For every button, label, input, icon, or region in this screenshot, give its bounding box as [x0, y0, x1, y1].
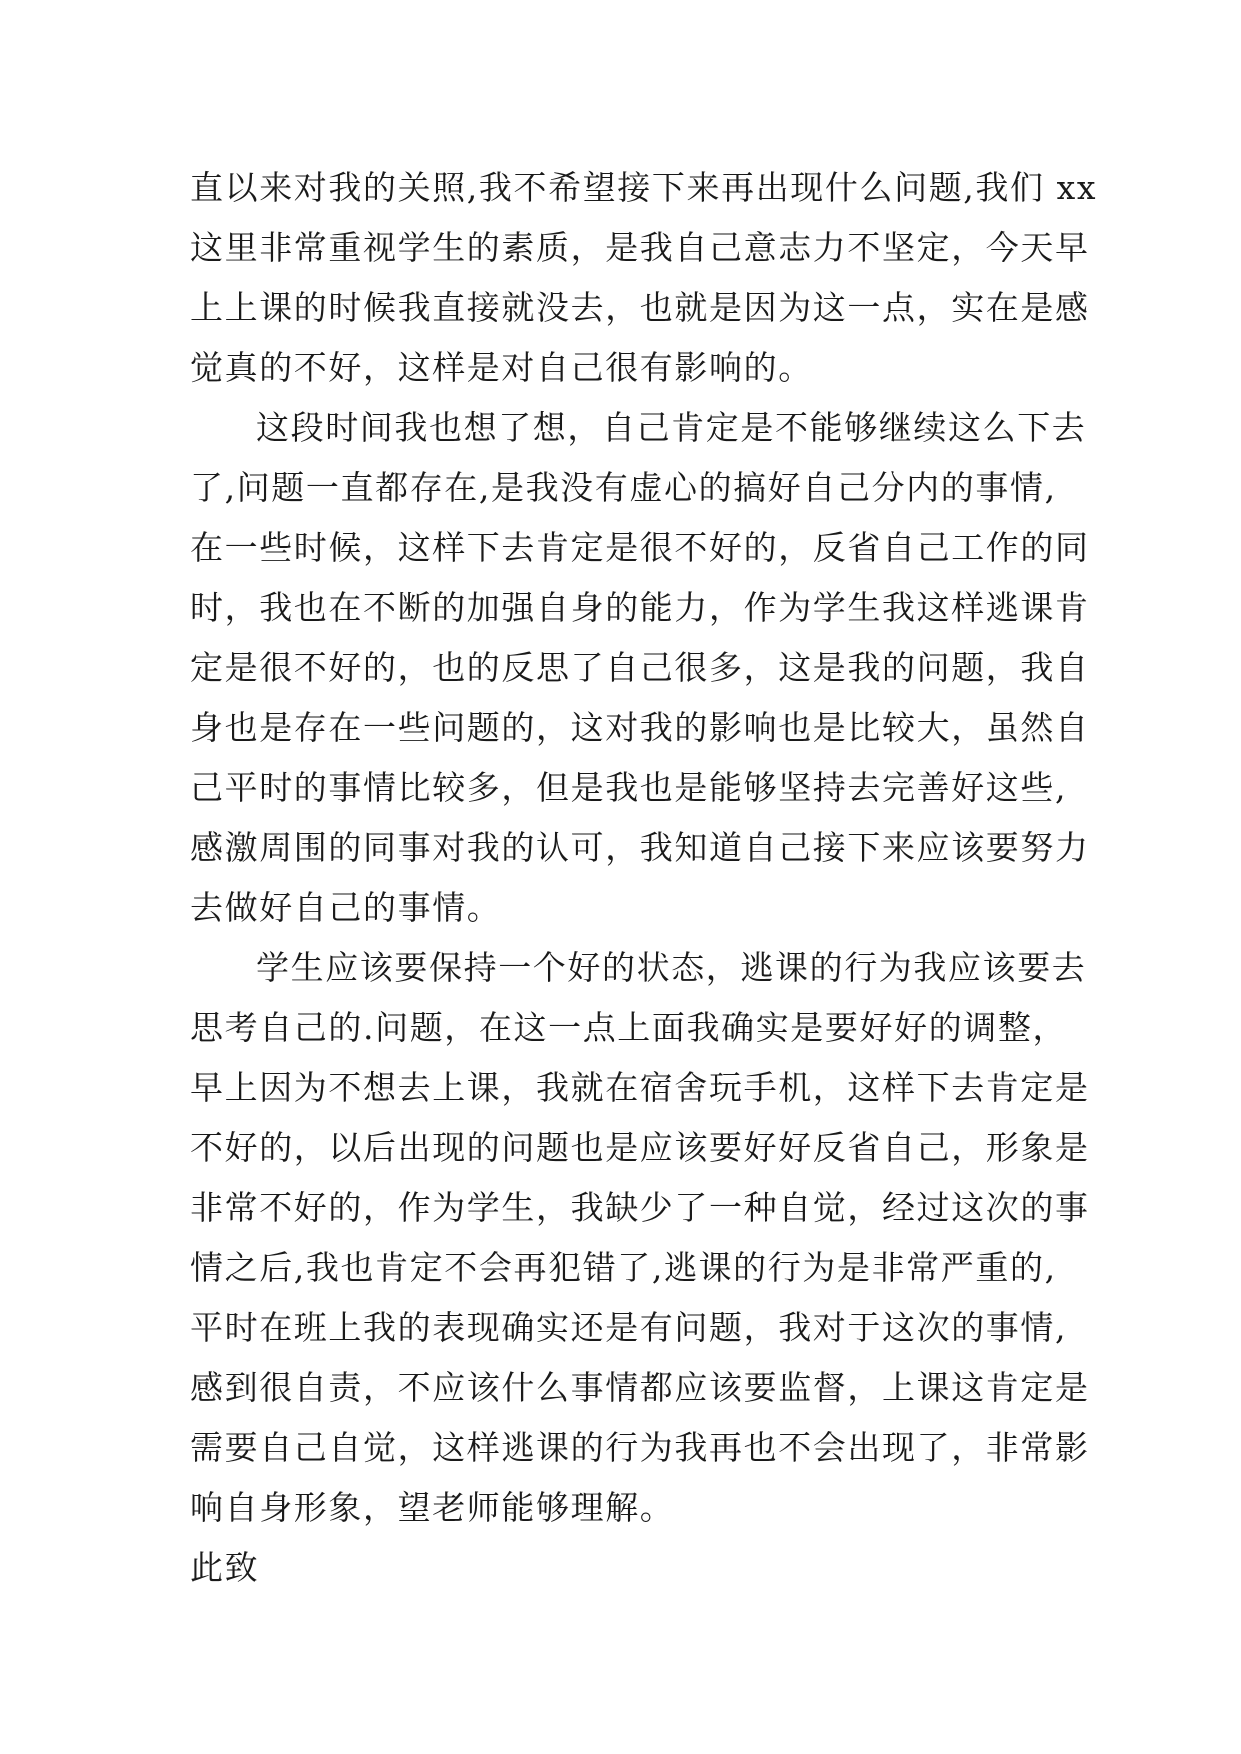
- text-line: 定是很不好的，也的反思了自己很多，这是我的问题，我自: [190, 648, 1090, 687]
- text-line: 时，我也在不断的加强自身的能力，作为学生我这样逃课肯: [190, 588, 1090, 627]
- text-line: 上上课的时候我直接就没去，也就是因为这一点，实在是感: [190, 288, 1090, 327]
- text-line: 早上因为不想去上课，我就在宿舍玩手机，这样下去肯定是: [190, 1068, 1090, 1107]
- paragraph-first-line: 学生应该要保持一个好的状态，逃课的行为我应该要去: [256, 948, 1087, 987]
- text-line: 平时在班上我的表现确实还是有问题，我对于这次的事情,: [190, 1308, 1068, 1347]
- text-line: 情之后,我也肯定不会再犯错了,逃课的行为是非常严重的,: [190, 1248, 1057, 1287]
- paragraph-first-line: 这段时间我也想了想，自己肯定是不能够继续这么下去: [256, 408, 1087, 447]
- text-line: 感到很自责，不应该什么事情都应该要监督，上课这肯定是: [190, 1368, 1090, 1407]
- text-line: 需要自己自觉，这样逃课的行为我再也不会出现了，非常影: [190, 1428, 1090, 1467]
- closing-salutation: 此致: [190, 1548, 260, 1587]
- text-line: 觉真的不好，这样是对自己很有影响的。: [190, 348, 813, 387]
- text-line: 不好的，以后出现的问题也是应该要好好反省自己，形象是: [190, 1128, 1090, 1167]
- text-line: 直以来对我的关照,我不希望接下来再出现什么问题,我们 xx: [190, 168, 1098, 207]
- text-line: 在一些时候，这样下去肯定是很不好的，反省自己工作的同: [190, 528, 1090, 567]
- text-line: 响自身形象，望老师能够理解。: [190, 1488, 675, 1527]
- text-line: 了,问题一直都存在,是我没有虚心的搞好自己分内的事情,: [190, 468, 1057, 507]
- text-line: 去做好自己的事情。: [190, 888, 502, 927]
- text-line: 思考自己的.问题，在这一点上面我确实是要好好的调整，: [190, 1008, 1068, 1047]
- text-line: 非常不好的，作为学生，我缺少了一种自觉，经过这次的事: [190, 1188, 1090, 1227]
- text-line: 身也是存在一些问题的，这对我的影响也是比较大，虽然自: [190, 708, 1090, 747]
- text-line: 己平时的事情比较多，但是我也是能够坚持去完善好这些,: [190, 768, 1068, 807]
- text-line: 这里非常重视学生的素质，是我自己意志力不坚定，今天早: [190, 228, 1090, 267]
- text-line: 感激周围的同事对我的认可，我知道自己接下来应该要努力: [190, 828, 1090, 867]
- letter-body: [190, 158, 1098, 1598]
